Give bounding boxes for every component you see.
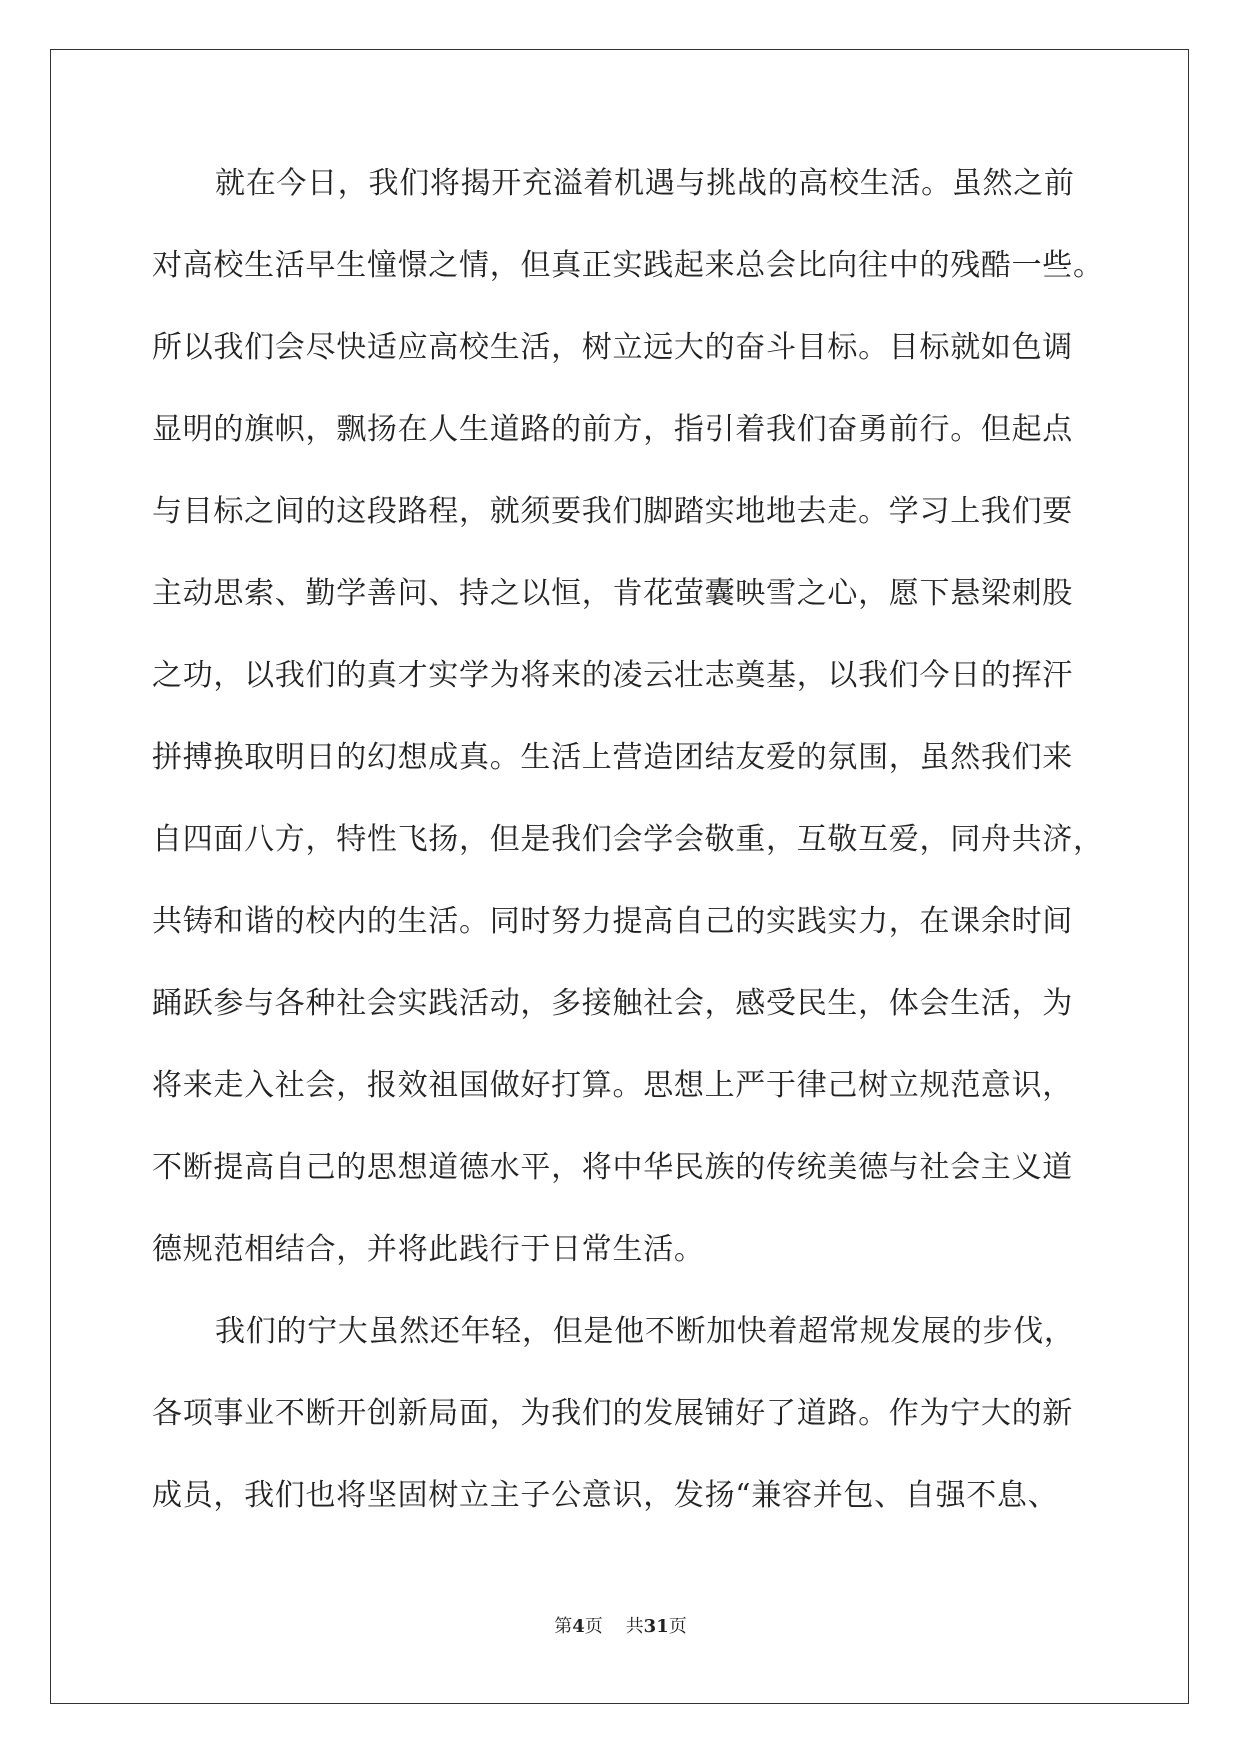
paragraph-2-line-1: 我们的宁大虽然还年轻，但是他不断加快着超常规发展的步伐， [215, 1314, 1075, 1349]
footer-suffix-2: 页 [668, 1616, 687, 1637]
paragraph-2-line-2: 各项事业不断开创新局面，为我们的发展铺好了道路。作为宁大的新 [152, 1396, 1073, 1431]
paragraph-1-line-2: 对高校生活早生憧憬之情，但真正实践起来总会比向往中的残酷一些。 [152, 248, 1104, 283]
paragraph-1-line-1: 就在今日，我们将揭开充溢着机遇与挑战的高校生活。虽然之前 [215, 166, 1075, 201]
paragraph-2-line-3: 成员，我们也将坚固树立主子公意识，发扬“兼容并包、自强不息、 [152, 1478, 1059, 1513]
paragraph-1-line-7: 之功，以我们的真才实学为将来的凌云壮志奠基，以我们今日的挥汗 [152, 658, 1073, 693]
paragraph-1-line-13: 不断提高自己的思想道德水平，将中华民族的传统美德与社会主义道 [152, 1150, 1073, 1185]
page-footer [0, 1612, 1241, 1638]
footer-gap [603, 1616, 626, 1637]
paragraph-1-line-6: 主动思索、勤学善问、持之以恒，肯花萤囊映雪之心，愿下悬梁刺股 [152, 576, 1073, 611]
paragraph-1-line-10: 共铸和谐的校内的生活。同时努力提高自己的实践实力，在课余时间 [152, 904, 1073, 939]
paragraph-1-line-9: 自四面八方，特性飞扬，但是我们会学会敬重，互敬互爱，同舟共济， [152, 822, 1104, 857]
total-pages-number: 31 [643, 1616, 669, 1637]
current-page-number: 4 [572, 1616, 585, 1637]
footer-prefix-2: 共 [625, 1616, 644, 1637]
paragraph-1-line-8: 拼搏换取明日的幻想成真。生活上营造团结友爱的氛围，虽然我们来 [152, 740, 1073, 775]
paragraph-1-line-4: 显明的旗帜，飘扬在人生道路的前方，指引着我们奋勇前行。但起点 [152, 412, 1073, 447]
footer-prefix-1: 第 [554, 1616, 573, 1637]
footer-suffix-1: 页 [584, 1616, 603, 1637]
paragraph-1-line-5: 与目标之间的这段路程，就须要我们脚踏实地地去走。学习上我们要 [152, 494, 1073, 529]
paragraph-1-line-3: 所以我们会尽快适应高校生活，树立远大的奋斗目标。目标就如色调 [152, 330, 1073, 365]
paragraph-1-line-11: 踊跃参与各种社会实践活动，多接触社会，感受民生，体会生活，为 [152, 986, 1073, 1021]
document-body [152, 163, 1104, 1557]
paragraph-1-line-12: 将来走入社会，报效祖国做好打算。思想上严于律己树立规范意识， [152, 1068, 1073, 1103]
paragraph-1-line-14: 德规范相结合，并将此践行于日常生活。 [152, 1232, 705, 1267]
